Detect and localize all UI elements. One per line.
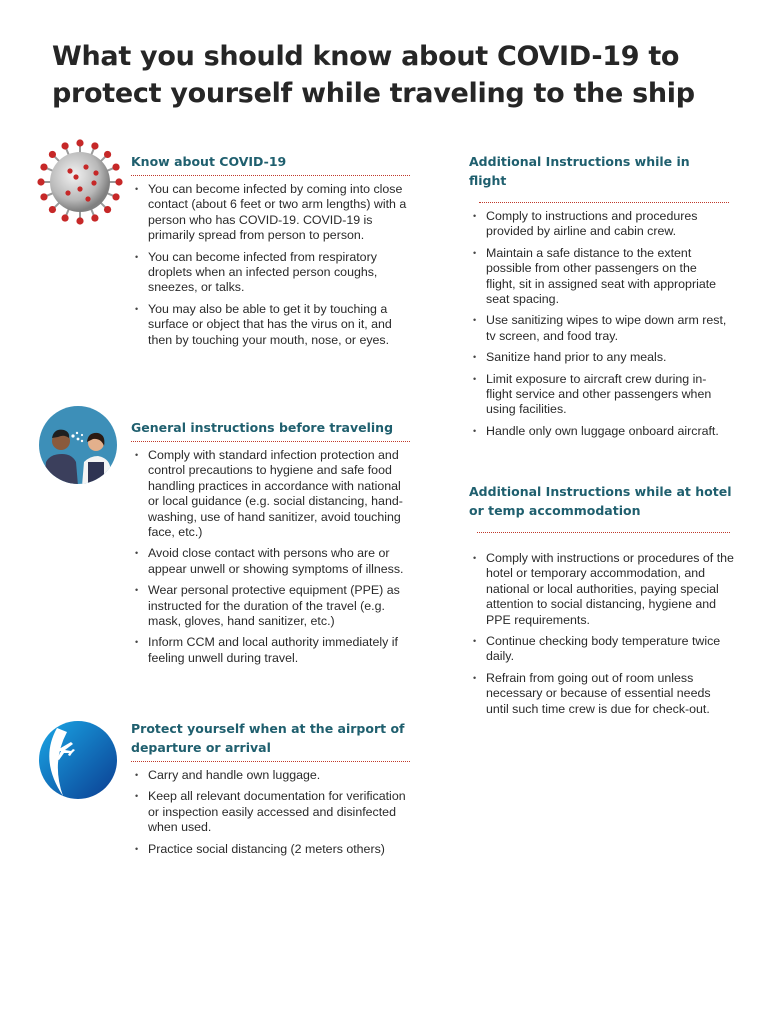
- bullet-list: [131, 182, 410, 348]
- airplane-globe-icon: [37, 720, 119, 800]
- bullet-list: [131, 768, 410, 857]
- section-airport: [131, 719, 410, 863]
- divider: [479, 202, 729, 203]
- list-item: • Handle only own luggage onboard aircraft.: [469, 424, 729, 439]
- section-heading: Know about COVID-19: [131, 152, 410, 176]
- list-item: • Comply to instructions and procedures provided by airline and cabin crew.: [469, 209, 729, 240]
- list-item: • Use sanitizing wipes to wipe down arm rest, tv screen, and food tray.: [469, 313, 729, 344]
- bullet-list: [469, 209, 729, 439]
- list-item: • Inform CCM and local authority immediately if feeling unwell during travel.: [131, 635, 410, 666]
- list-item: • Sanitize hand prior to any meals.: [469, 350, 729, 365]
- section-general-instructions: [131, 418, 410, 672]
- list-item: • Avoid close contact with persons who are or appear unwell or showing symptoms of illness.: [131, 546, 410, 577]
- list-item: • You can become infected from respiratory droplets when an infected person coughs, sneezes, or talks.: [131, 250, 410, 296]
- section-heading: Additional Instructions while at hotel or temp accommodation: [469, 484, 732, 518]
- section-heading: General instructions before traveling: [131, 418, 410, 442]
- list-item: • Refrain from going out of room unless necessary or because of essential needs until such time crew is due for check-out.: [469, 671, 734, 717]
- list-item: • You can become infected by coming into close contact (about 6 feet or two arm lengths) with a person who has COVID-19. COVID-19 is primarily spread from person to person.: [131, 182, 410, 244]
- section-heading: Protect yourself when at the airport of departure or arrival: [131, 719, 410, 762]
- list-item: • Continue checking body temperature twice daily.: [469, 634, 734, 665]
- people-coughing-icon: [38, 404, 118, 486]
- section-in-flight: [469, 152, 729, 445]
- list-item: • Maintain a safe distance to the extent possible from other passengers on the flight, sit in assigned seat with appropriate seat spacing.: [469, 246, 729, 308]
- list-item: • Comply with standard infection protection and control precautions to hygiene and safe food handling practices in accordance with national or local guidance (e.g. social distancing, hand-washing, use of hand sanitizer, avoid touching face, etc.): [131, 448, 410, 540]
- divider: [477, 532, 730, 533]
- section-know-covid: [131, 152, 410, 354]
- list-item: • Practice social distancing (2 meters others): [131, 842, 410, 857]
- bullet-list: [469, 551, 734, 717]
- list-item: • Comply with instructions or procedures of the hotel or temporary accommodation, and national or local authorities, paying special attention to social distancing, hygiene and PPE requirements.: [469, 551, 734, 628]
- list-item: • Limit exposure to aircraft crew during in-flight service and other passengers when using facilities.: [469, 372, 729, 418]
- list-item: • Wear personal protective equipment (PPE) as instructed for the duration of the travel (e.g. mask, gloves, hand sanitizer, etc.): [131, 583, 410, 629]
- bullet-list: [131, 448, 410, 666]
- page-title: What you should know about COVID-19 to protect yourself while traveling to the ship: [52, 41, 695, 109]
- list-item: • Carry and handle own luggage.: [131, 768, 410, 783]
- list-item: • Keep all relevant documentation for verification or inspection easily accessed and disinfected when used.: [131, 789, 410, 835]
- list-item: • You may also be able to get it by touching a surface or object that has the virus on it, and then by touching your mouth, nose, or eyes.: [131, 302, 410, 348]
- coronavirus-icon: [36, 137, 124, 227]
- section-heading: Additional Instructions while in flight: [469, 154, 690, 188]
- section-hotel: [469, 482, 734, 723]
